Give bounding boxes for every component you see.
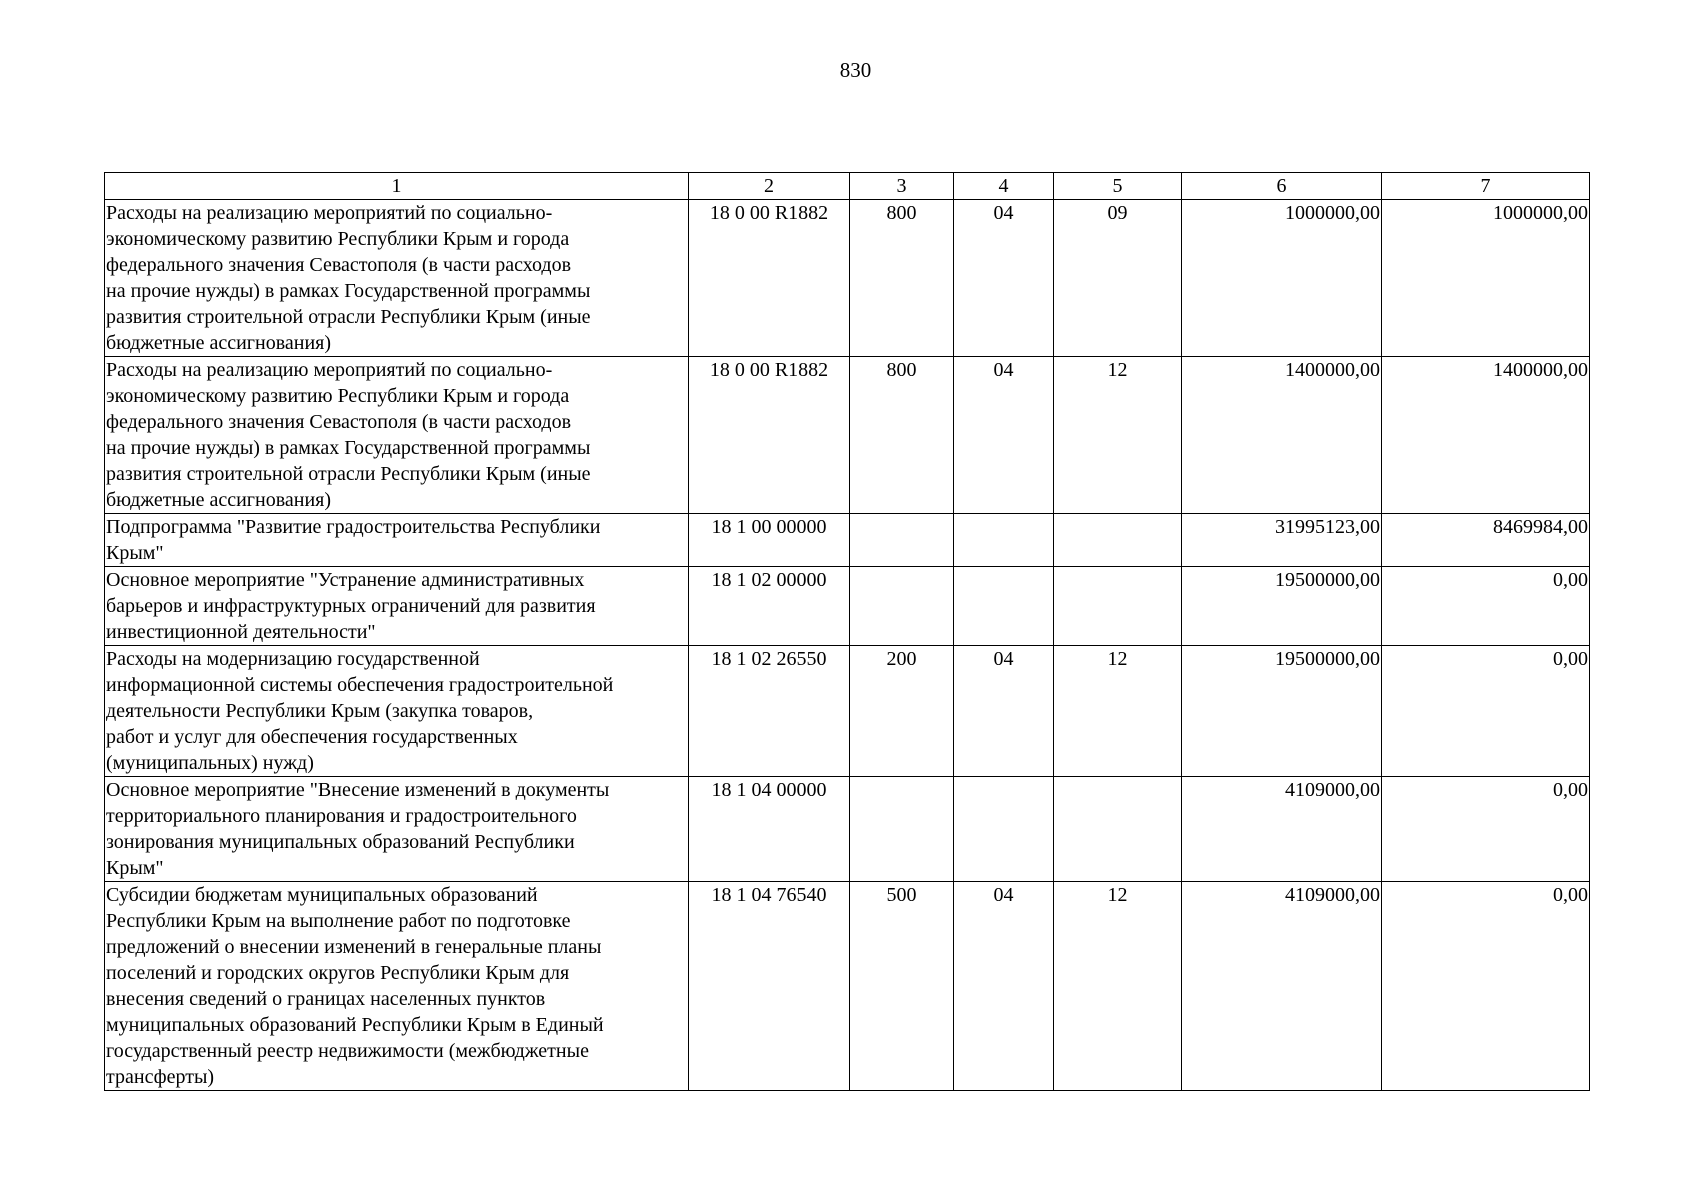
amount-cell-7: 1000000,00 [1382,200,1590,357]
row-name-line: внесения сведений о границах населенных пунктов [106,988,546,1010]
expense-type-cell [850,777,954,882]
row-name-line: деятельности Республики Крым (закупка товаров, [106,700,534,722]
header-row [105,173,1590,200]
row-name-line: Расходы на реализацию мероприятий по социально- [106,202,553,224]
amount-cell-6: 4109000,00 [1182,882,1382,1091]
row-name-line: бюджетные ассигнования) [106,489,332,511]
expense-type-cell: 200 [850,646,954,777]
row-name-line: бюджетные ассигнования) [106,332,332,354]
subsection-cell [1054,514,1182,567]
row-name-line: муниципальных образований Республики Крым в Единый [106,1014,604,1036]
row-name-cell [105,777,689,882]
target-article-cell: 18 1 02 26550 [689,646,850,777]
row-name-line: Основное мероприятие "Внесение изменений в документы [106,779,610,801]
row-name-line: на прочие нужды) в рамках Государственной программы [106,437,591,459]
row-name-line: развития строительной отрасли Республики Крым (иные [106,463,591,485]
expense-type-cell [850,567,954,646]
row-name-line: Крым" [106,542,164,564]
row-name-line: информационной системы обеспечения градостроительной [106,674,614,696]
column-header: 4 [954,173,1054,200]
column-header: 2 [689,173,850,200]
section-cell [954,777,1054,882]
table-row [105,567,1590,646]
row-name-cell [105,882,689,1091]
subsection-cell: 12 [1054,357,1182,514]
row-name-line: трансферты) [106,1066,215,1088]
row-name-line: федерального значения Севастополя (в части расходов [106,254,572,276]
amount-cell-7: 0,00 [1382,882,1590,1091]
target-article-cell: 18 1 02 00000 [689,567,850,646]
row-name-line: работ и услуг для обеспечения государственных [106,726,518,748]
row-name-line: Крым" [106,857,164,879]
expense-type-cell: 800 [850,357,954,514]
row-name-line: Республики Крым на выполнение работ по подготовке [106,910,571,932]
target-article-cell: 18 0 00 R1882 [689,357,850,514]
row-name-line: зонирования муниципальных образований Республики [106,831,575,853]
amount-cell-6: 1000000,00 [1182,200,1382,357]
row-name-line: Субсидии бюджетам муниципальных образований [106,884,538,906]
target-article-cell: 18 1 04 76540 [689,882,850,1091]
row-name-cell [105,514,689,567]
row-name-line: поселений и городских округов Республики Крым для [106,962,570,984]
column-header: 6 [1182,173,1382,200]
target-article-cell: 18 0 00 R1882 [689,200,850,357]
subsection-cell [1054,567,1182,646]
subsection-cell [1054,777,1182,882]
row-name-cell [105,646,689,777]
row-name-line: Подпрограмма "Развитие градостроительства Республики [106,516,601,538]
column-header: 1 [105,173,689,200]
table-row [105,646,1590,777]
row-name-line: инвестиционной деятельности" [106,621,376,643]
amount-cell-6: 31995123,00 [1182,514,1382,567]
table-row [105,514,1590,567]
table-row [105,882,1590,1091]
row-name-line: на прочие нужды) в рамках Государственной программы [106,280,591,302]
table-row [105,777,1590,882]
amount-cell-6: 4109000,00 [1182,777,1382,882]
target-article-cell: 18 1 04 00000 [689,777,850,882]
amount-cell-6: 19500000,00 [1182,646,1382,777]
amount-cell-7: 0,00 [1382,777,1590,882]
row-name-line: Основное мероприятие "Устранение административных [106,569,585,591]
column-header: 7 [1382,173,1590,200]
expense-type-cell: 800 [850,200,954,357]
amount-cell-7: 0,00 [1382,567,1590,646]
row-name-cell [105,200,689,357]
amount-cell-6: 19500000,00 [1182,567,1382,646]
row-name-line: развития строительной отрасли Республики Крым (иные [106,306,591,328]
section-cell: 04 [954,882,1054,1091]
table-row [105,357,1590,514]
section-cell: 04 [954,357,1054,514]
row-name-line: Расходы на реализацию мероприятий по социально- [106,359,553,381]
column-header: 3 [850,173,954,200]
row-name-line: экономическому развитию Республики Крым и города [106,228,570,250]
amount-cell-7: 0,00 [1382,646,1590,777]
column-header: 5 [1054,173,1182,200]
row-name-line: экономическому развитию Республики Крым и города [106,385,570,407]
row-name-line: предложений о внесении изменений в генеральные планы [106,936,602,958]
budget-table [104,172,1590,1091]
amount-cell-6: 1400000,00 [1182,357,1382,514]
section-cell [954,514,1054,567]
row-name-line: (муниципальных) нужд) [106,752,314,774]
amount-cell-7: 8469984,00 [1382,514,1590,567]
subsection-cell: 09 [1054,200,1182,357]
row-name-line: барьеров и инфраструктурных ограничений для развития [106,595,596,617]
subsection-cell: 12 [1054,646,1182,777]
row-name-line: территориального планирования и градостроительного [106,805,577,827]
section-cell: 04 [954,200,1054,357]
table-row [105,200,1590,357]
target-article-cell: 18 1 00 00000 [689,514,850,567]
row-name-line: Расходы на модернизацию государственной [106,648,480,670]
subsection-cell: 12 [1054,882,1182,1091]
row-name-line: государственный реестр недвижимости (межбюджетные [106,1040,589,1062]
row-name-cell [105,567,689,646]
section-cell: 04 [954,646,1054,777]
expense-type-cell: 500 [850,882,954,1091]
row-name-line: федерального значения Севастополя (в части расходов [106,411,572,433]
row-name-cell [105,357,689,514]
amount-cell-7: 1400000,00 [1382,357,1590,514]
expense-type-cell [850,514,954,567]
section-cell [954,567,1054,646]
page-number: 830 [839,58,872,82]
